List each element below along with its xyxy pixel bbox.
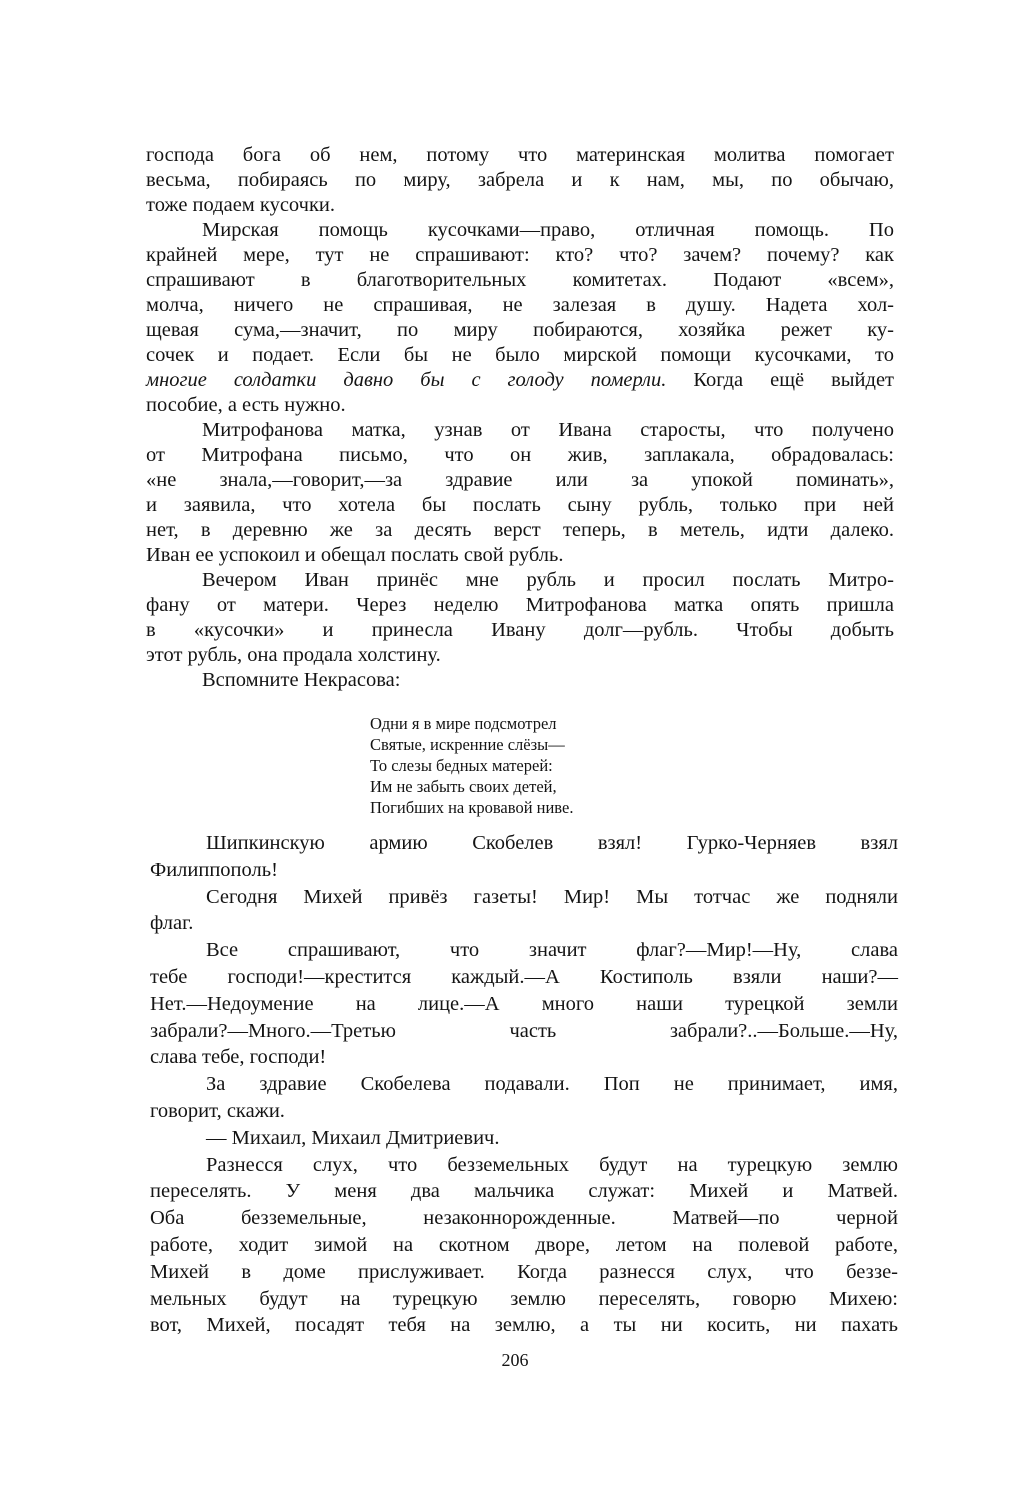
- text-line: Нет.—Недоумение на лице.—А много наши турецкой земли: [150, 992, 898, 1015]
- text-line: Вечером Иван принёс мне рубль и просил послать Митро-: [202, 569, 894, 591]
- text-line: сочек и подает. Если бы не было мирской помощи кусочками, то: [146, 344, 894, 366]
- text-line: мельных будут на турецкую землю переселять, говорю Михею:: [150, 1287, 898, 1310]
- text-line: забрали?—Много.—Третью часть забрали?..—Больше.—Ну,: [150, 1019, 898, 1042]
- text-block-1: [146, 143, 894, 693]
- text-line: от Митрофана письмо, что он жив, заплакала, обрадовалась:: [146, 444, 894, 466]
- text-line: пособие, а есть нужно.: [146, 394, 346, 416]
- text-line: Филиппополь!: [150, 858, 278, 881]
- poem-line: Погибших на кровавой ниве.: [370, 798, 574, 817]
- poem-line: То слезы бедных матерей:: [370, 756, 553, 775]
- text-line: слава тебе, господи!: [150, 1046, 327, 1069]
- poem-quote: [370, 713, 573, 818]
- text-line: Митрофанова матка, узнав от Ивана старосты, что получено: [202, 419, 894, 441]
- poem-line: Святые, искренние слёзы—: [370, 735, 565, 754]
- text-line: спрашивают в благотворительных комитетах. Подают «всем»,: [146, 269, 894, 291]
- text-line: Сегодня Михей привёз газеты! Мир! Мы тотчас же подняли: [206, 885, 898, 908]
- text-line: «не знала,—говорит,—за здравие или за упокой поминать»,: [146, 469, 894, 491]
- text-line: в «кусочки» и принесла Ивану долг—рубль. Чтобы добыть: [146, 619, 894, 641]
- text-line: крайней мере, тут не спрашивают: кто? что? зачем? почему? как: [146, 244, 894, 266]
- text-line: Вспомните Некрасова:: [202, 669, 401, 691]
- text-line: тоже подаем кусочки.: [146, 194, 336, 216]
- text-line: Все спрашивают, что значит флаг?—Мир!—Ну, слава: [206, 939, 898, 962]
- text-fragment: Когда ещё выйдет: [666, 369, 894, 391]
- page-number: 206: [501, 1350, 529, 1370]
- text-line: Иван ее успокоил и обещал послать свой рубль.: [146, 544, 564, 566]
- text-line: весьма, побираясь по миру, забрела и к нам, мы, по обычаю,: [146, 169, 894, 191]
- text-line: этот рубль, она продала холстину.: [146, 644, 441, 666]
- text-line: Мирская помощь кусочками—право, отличная помощь. По: [202, 219, 894, 241]
- text-line: Оба безземельные, незаконнорожденные. Матвей—по черной: [150, 1207, 898, 1230]
- text-line: переселять. У меня два мальчика служат: Михей и Матвей.: [150, 1180, 898, 1203]
- poem-line: Одни я в мире подсмотрел: [370, 714, 557, 733]
- text-line: работе, ходит зимой на скотном дворе, летом на полевой работе,: [150, 1233, 898, 1256]
- text-block-2: [150, 830, 898, 1339]
- text-line-italic: [146, 368, 894, 393]
- text-line: нет, в деревню же за десять верст теперь, в метель, идти далеко.: [146, 519, 894, 541]
- italic-phrase: многие солдатки давно бы с голоду померли.: [146, 369, 667, 391]
- text-line: говорит, скажи.: [150, 1099, 285, 1122]
- text-line: и заявила, что хотела бы послать сыну рубль, только при ней: [146, 494, 894, 516]
- text-line: флаг.: [150, 912, 194, 935]
- text-line: вот, Михей, посадят тебя на землю, а ты ни косить, ни пахать: [150, 1314, 898, 1337]
- text-line: фану от матери. Через неделю Митрофанова матка опять пришла: [146, 594, 894, 616]
- text-line: — Михаил, Михаил Дмитриевич.: [206, 1126, 500, 1149]
- poem-line: Им не забыть своих детей,: [370, 777, 557, 796]
- text-line: господа бога об нем, потому что материнская молитва помогает: [146, 144, 894, 166]
- text-line: За здравие Скобелева подавали. Поп не принимает, имя,: [206, 1073, 898, 1096]
- text-line: тебе господи!—крестится каждый.—А Костиполь взяли наши?—: [150, 965, 898, 988]
- text-line: Михей в доме прислуживает. Когда разнесся слух, что беззе-: [150, 1260, 898, 1283]
- text-line: молча, ничего не спрашивая, не залезая в душу. Надета хол-: [146, 294, 894, 316]
- text-line: Разнесся слух, что безземельных будут на турецкую землю: [206, 1153, 898, 1176]
- text-line: Шипкинскую армию Скобелев взял! Гурко-Черняев взял: [206, 832, 898, 854]
- text-line: щевая сума,—значит, по миру побираются, хозяйка режет ку-: [146, 319, 894, 341]
